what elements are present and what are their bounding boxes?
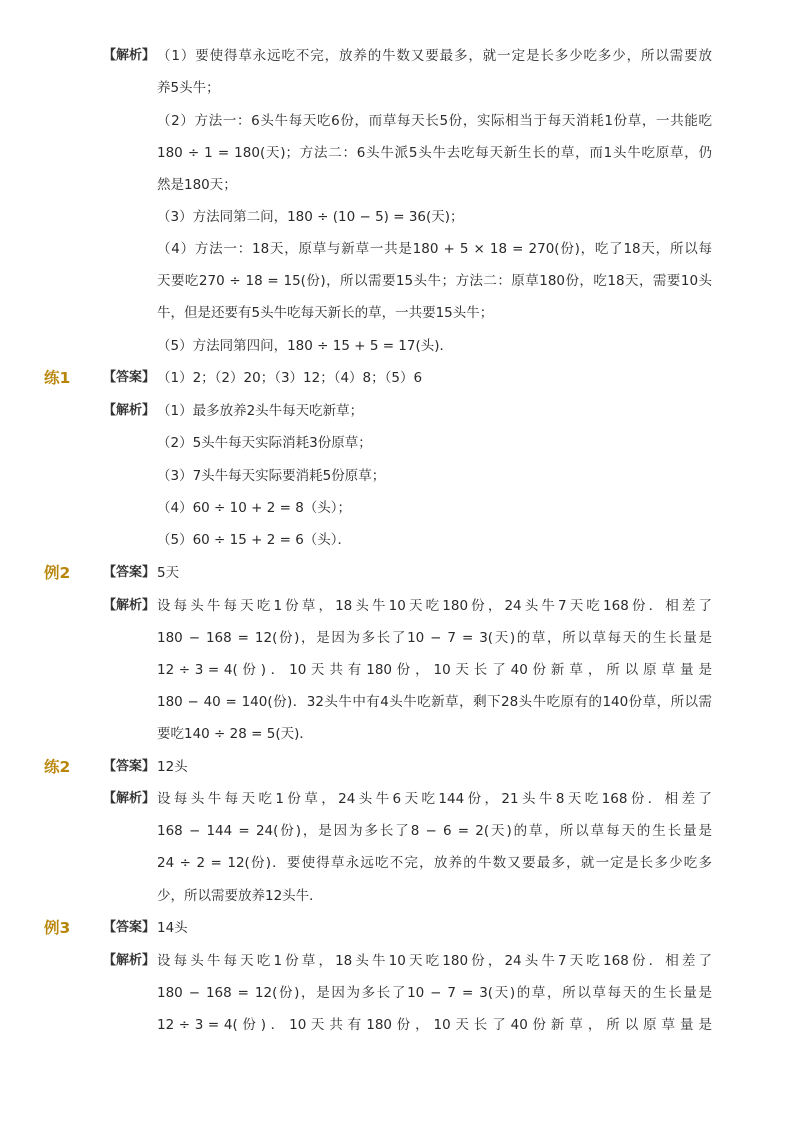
body-text: 设每头牛每天吃1份草，18头牛10天吃180份，24头牛7天吃168份．相差了 [157,598,712,614]
answer-tag: 【答案】 [103,759,156,774]
body-text: 牛，但是还要有5头牛吃每天新长的草，一共要15头牛； [157,305,494,321]
body-text: （4）60 ÷ 10 + 2 = 8（头）； [157,500,352,516]
body-text: 180 − 40 = 140(份)．32头牛中有4头牛吃新草，剩下28头牛吃原有的140份草，所以需 [157,694,712,710]
body-text: 要吃140 ÷ 28 = 5(天)． [157,726,313,742]
body-text: （3）7头牛每天实际要消耗5份原草； [157,468,386,484]
body-text: 14头 [157,920,188,936]
body-text: （1）最多放养2头牛每天吃新草； [157,403,364,419]
body-text: 设每头牛每天吃1份草，24头牛6天吃144份，21头牛8天吃168份．相差了 [157,791,712,807]
body-text: 12头 [157,759,188,775]
answer-tag: 【答案】 [103,370,156,385]
body-text: 24 ÷ 2 = 12(份)．要使得草永远吃不完，放养的牛数又要最多，就一定是长多少吃多 [157,855,712,871]
analysis-tag: 【解析】 [103,953,156,968]
body-text: （2）5头牛每天实际消耗3份原草； [157,435,372,451]
body-text: 12 ÷ 3 = 4( 份 ) ． 10 天 共 有 180 份 ， 10 天 长 了 40 份 新 草 ， 所 以 原 草 量 是 [157,662,712,678]
body-text: 180 − 168 = 12(份)，是因为多长了10 − 7 = 3(天)的草，所以草每天的生长量是 [157,630,712,646]
body-text: 养5头牛； [157,80,220,96]
answer-tag: 【答案】 [103,565,156,580]
answer-tag: 【答案】 [103,920,156,935]
body-text: 12 ÷ 3 = 4( 份 ) ． 10 天 共 有 180 份 ， 10 天 长 了 40 份 新 草 ， 所 以 原 草 量 是 [157,1017,712,1033]
section-label: 例2 [44,564,71,582]
body-text: 5天 [157,565,180,581]
body-text: （1）2；（2）20；（3）12；（4）8；（5）6 [157,370,423,386]
body-text: 168 − 144 = 24(份)，是因为多长了8 − 6 = 2(天)的草，所以草每天的生长量是 [157,823,712,839]
body-text: （3）方法同第二问，180 ÷ (10 − 5) = 36(天)； [157,209,464,225]
analysis-tag: 【解析】 [103,598,156,613]
body-text: （4）方法一：18天，原草与新草一共是180 + 5 × 18 = 270(份)，吃了18天，所以每 [157,241,712,257]
body-text: 天要吃270 ÷ 18 = 15(份)，所以需要15头牛；方法二：原草180份，吃18天，需要10头 [157,273,712,289]
body-text: 180 ÷ 1 = 180(天)；方法二：6头牛派5头牛去吃每天新生长的草，而1头牛吃原草，仍 [157,145,712,161]
body-text: （5）方法同第四问，180 ÷ 15 + 5 = 17(头)． [157,338,454,354]
analysis-tag: 【解析】 [103,403,156,418]
body-text: 然是180天； [157,177,237,193]
body-text: （5）60 ÷ 15 + 2 = 6（头）． [157,532,352,548]
body-text: 设每头牛每天吃1份草，18头牛10天吃180份，24头牛7天吃168份．相差了 [157,953,712,969]
analysis-tag: 【解析】 [103,791,156,806]
section-label: 练1 [44,369,71,387]
body-text: （1）要使得草永远吃不完，放养的牛数又要最多，就一定是长多少吃多少，所以需要放 [157,48,712,64]
body-text: （2）方法一：6头牛每天吃6份，而草每天长5份，实际相当于每天消耗1份草，一共能吃 [157,113,712,129]
section-label: 练2 [44,758,71,776]
analysis-tag: 【解析】 [103,48,156,63]
section-label: 例3 [44,919,71,937]
body-text: 180 − 168 = 12(份)，是因为多长了10 − 7 = 3(天)的草，所以草每天的生长量是 [157,985,712,1001]
body-text: 少，所以需要放养12头牛． [157,888,323,904]
